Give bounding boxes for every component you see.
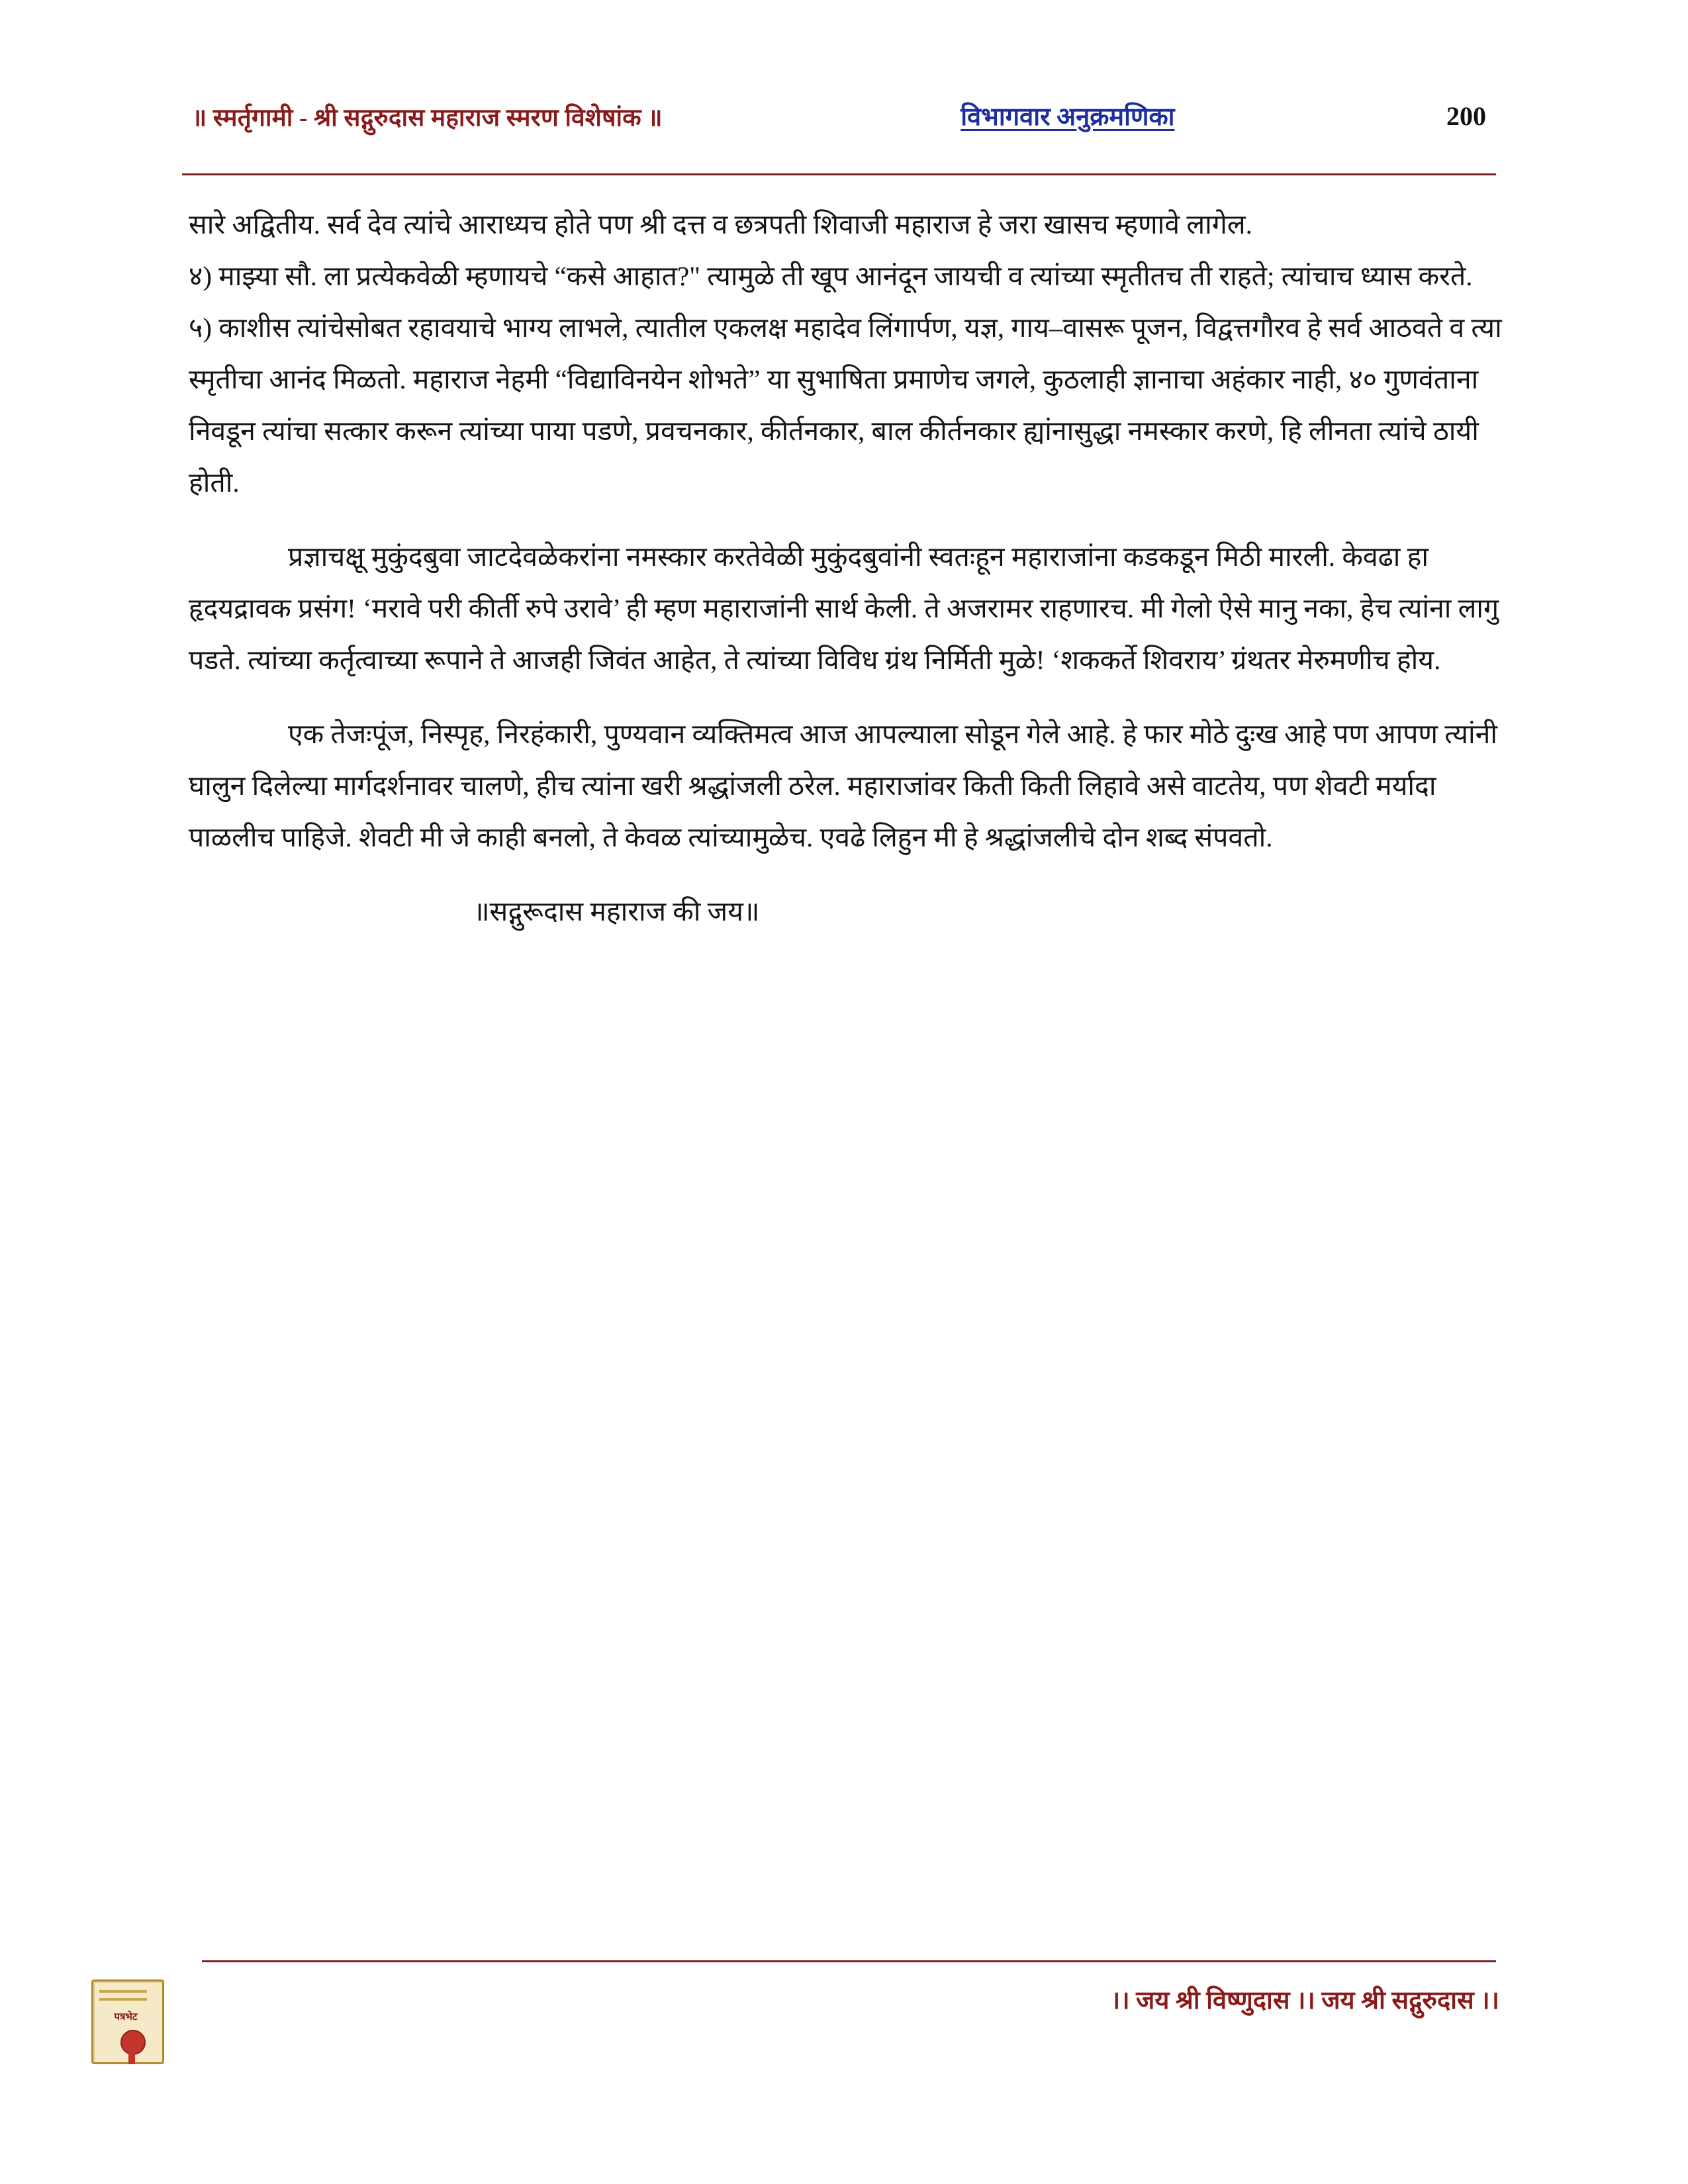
header-divider	[182, 173, 1496, 175]
paragraph: प्रज्ञाचक्षू मुकुंदबुवा जाटदेवळेकरांना नमस्कार करतेवेळी मुकुंदबुवांनी स्वतःहून महाराजांना कडकडून मिठी मारली. केवढा हा हृदयद्रावक प्रसंग! ‘मरावे परी कीर्ती रुपे उरावे’ ही म्हण महाराजांनी सार्थ केली. ते अजरामर राहणारच. मी गेलो ऐसे मानु नका, हेच त्यांना लागु पडते. त्यांच्या कर्तृत्वाच्या रूपाने ते आजही जिवंत आहेत, ते त्यांच्या विविध ग्रंथ निर्मिती मुळे! ‘शककर्ते शिवराय’ ग्रंथतर मेरुमणीच होय.	[189, 541, 1499, 675]
header-title-left: ॥ स्मर्तृगामी - श्री सद्गुरुदास महाराज स्मरण विशेषांक ॥	[192, 104, 663, 132]
ribbon-icon	[128, 2048, 135, 2064]
closing-line: ॥सद्गुरूदास महाराज की जय॥	[473, 896, 760, 927]
footer-text: ।। जय श्री विष्णुदास ।। जय श्री सद्गुरुदास ।।	[1110, 1987, 1499, 2015]
page-header	[192, 93, 1503, 139]
footer-divider	[202, 1960, 1496, 1962]
page-number: 200	[1446, 101, 1486, 131]
paragraph: सारे अद्वितीय. सर्व देव त्यांचे आराध्यच होते पण श्री दत्त व छत्रपती शिवाजी महाराज हे जरा खासच म्हणावे लागेल.	[189, 209, 1252, 240]
header-index-link[interactable]: विभागवार अनुक्रमणिका	[961, 103, 1175, 131]
scroll-logo-icon	[86, 1976, 165, 2065]
paragraph: एक तेजःपूंज, निस्पृह, निरहंकारी, पुण्यवान व्यक्तिमत्व आज आपल्याला सोडून गेले आहे. हे फार मोठे दुःख आहे पण आपण त्यांनी घालुन दिलेल्या मार्गदर्शनावर चालणे, हीच त्यांना खरी श्रद्धांजली ठरेल. महाराजांवर किती किती लिहावे असे वाटतेय, पण शेवटी मर्यादा पाळलीच पाहिजे. शेवटी मी जे काही बनलो, ते केवळ त्यांच्यामुळेच. एवढे लिहुन मी हे श्रद्धांजलीचे दोन शब्द संपवतो.	[189, 719, 1497, 852]
scroll-line	[99, 1990, 147, 1993]
page-content	[189, 199, 1503, 937]
scroll-line	[99, 1998, 147, 2001]
paragraph: ५) काशीस त्यांचेसोबत रहावयाचे भाग्य लाभले, त्यातील एकलक्ष महादेव लिंगार्पण, यज्ञ, गाय–वासरू पूजन, विद्वत्तगौरव हे सर्व आठवते व त्या स्मृतीचा आनंद मिळतो. महाराज नेहमी “विद्याविनयेन शोभते” या सुभाषिता प्रमाणेच जगले, कुठलाही ज्ञानाचा अहंकार नाही, ४० गुणवंताना निवडून त्यांचा सत्कार करून त्यांच्या पाया पडणे, प्रवचनकार, कीर्तनकार, बाल कीर्तनकार ह्यांनासुद्धा नमस्कार करणे, हि लीनता त्यांचे ठायी होती.	[189, 312, 1502, 498]
paragraph: ४) माझ्या सौ. ला प्रत्येकवेळी म्हणायचे “कसे आहात?" त्यामुळे ती खूप आनंदून जायची व त्यांच्या स्मृतीतच ती राहते; त्यांचाच ध्यास करते.	[189, 261, 1473, 291]
logo-label: पत्रभेट	[114, 2012, 138, 2023]
